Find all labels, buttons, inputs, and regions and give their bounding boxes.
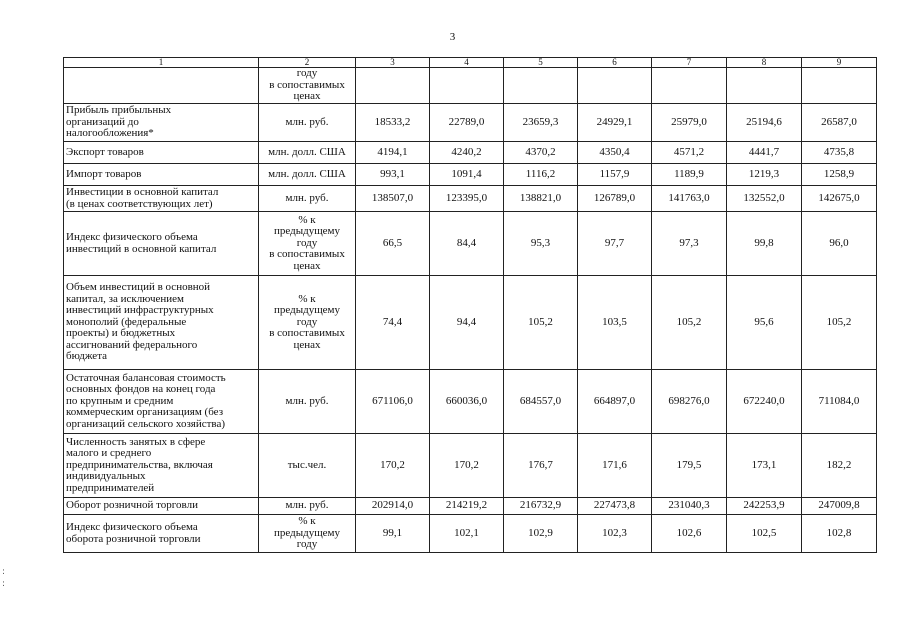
value-cell: 227473,8: [578, 498, 652, 515]
indicator-label: Численность занятых в сфере малого и среднего предпринимательства, включая индивидуальных предпринимателей: [64, 434, 259, 498]
value-cell: 141763,0: [652, 186, 727, 212]
column-number-cell: 6: [578, 58, 652, 68]
table-row: [64, 68, 877, 104]
value-cell: 102,5: [727, 515, 802, 553]
value-cell: [504, 68, 578, 104]
value-cell: 102,3: [578, 515, 652, 553]
value-cell: 105,2: [652, 276, 727, 370]
unit-cell: млн. долл. США: [259, 142, 356, 164]
unit-cell: % к предыдущему году в сопоставимых ценах: [259, 276, 356, 370]
table-row: [64, 370, 877, 434]
value-cell: [652, 68, 727, 104]
value-cell: 993,1: [356, 164, 430, 186]
value-cell: 1219,3: [727, 164, 802, 186]
value-cell: 672240,0: [727, 370, 802, 434]
value-cell: 4240,2: [430, 142, 504, 164]
value-cell: [356, 68, 430, 104]
value-cell: 95,6: [727, 276, 802, 370]
value-cell: 664897,0: [578, 370, 652, 434]
value-cell: 97,7: [578, 212, 652, 276]
value-cell: 171,6: [578, 434, 652, 498]
column-number-cell: 1: [64, 58, 259, 68]
unit-cell: % к предыдущему году: [259, 515, 356, 553]
unit-cell: млн. руб.: [259, 104, 356, 142]
table-row: [64, 276, 877, 370]
value-cell: 176,7: [504, 434, 578, 498]
column-number-cell: 2: [259, 58, 356, 68]
page-number: 3: [449, 31, 456, 43]
value-cell: 94,4: [430, 276, 504, 370]
value-cell: 1189,9: [652, 164, 727, 186]
indicator-label: Объем инвестиций в основной капитал, за исключением инвестиций инфраструктурных монополий (федеральные проекты) и бюджетных ассигнований федерального бюджета: [64, 276, 259, 370]
value-cell: 660036,0: [430, 370, 504, 434]
indicator-label: [64, 68, 259, 104]
column-number-cell: 3: [356, 58, 430, 68]
unit-cell: тыс.чел.: [259, 434, 356, 498]
value-cell: 22789,0: [430, 104, 504, 142]
value-cell: [578, 68, 652, 104]
value-cell: 4194,1: [356, 142, 430, 164]
value-cell: 84,4: [430, 212, 504, 276]
column-number-cell: 5: [504, 58, 578, 68]
indicator-label: Импорт товаров: [64, 164, 259, 186]
value-cell: 142675,0: [802, 186, 877, 212]
value-cell: 66,5: [356, 212, 430, 276]
table-row: [64, 186, 877, 212]
statistics-table: [63, 57, 877, 553]
value-cell: 96,0: [802, 212, 877, 276]
value-cell: 103,5: [578, 276, 652, 370]
value-cell: 170,2: [430, 434, 504, 498]
column-number-row: [64, 58, 877, 68]
value-cell: 105,2: [504, 276, 578, 370]
value-cell: 179,5: [652, 434, 727, 498]
table-row: [64, 434, 877, 498]
value-cell: 99,1: [356, 515, 430, 553]
value-cell: 202914,0: [356, 498, 430, 515]
scan-edge-mark: :: [2, 567, 6, 577]
value-cell: [727, 68, 802, 104]
value-cell: 4571,2: [652, 142, 727, 164]
unit-cell: млн. руб.: [259, 498, 356, 515]
unit-cell: млн. долл. США: [259, 164, 356, 186]
value-cell: 132552,0: [727, 186, 802, 212]
table-row: [64, 142, 877, 164]
value-cell: 25194,6: [727, 104, 802, 142]
value-cell: 102,6: [652, 515, 727, 553]
indicator-label: Индекс физического объема инвестиций в основной капитал: [64, 212, 259, 276]
value-cell: 170,2: [356, 434, 430, 498]
value-cell: 25979,0: [652, 104, 727, 142]
column-number-cell: 7: [652, 58, 727, 68]
value-cell: 1091,4: [430, 164, 504, 186]
value-cell: 671106,0: [356, 370, 430, 434]
unit-cell: году в сопоставимых ценах: [259, 68, 356, 104]
value-cell: 711084,0: [802, 370, 877, 434]
value-cell: 4350,4: [578, 142, 652, 164]
value-cell: 95,3: [504, 212, 578, 276]
indicator-label: Экспорт товаров: [64, 142, 259, 164]
value-cell: 24929,1: [578, 104, 652, 142]
value-cell: 4735,8: [802, 142, 877, 164]
value-cell: 102,8: [802, 515, 877, 553]
value-cell: 231040,3: [652, 498, 727, 515]
value-cell: 138821,0: [504, 186, 578, 212]
value-cell: 74,4: [356, 276, 430, 370]
value-cell: 216732,9: [504, 498, 578, 515]
value-cell: 23659,3: [504, 104, 578, 142]
value-cell: 102,1: [430, 515, 504, 553]
value-cell: [802, 68, 877, 104]
unit-cell: млн. руб.: [259, 370, 356, 434]
column-number-cell: 9: [802, 58, 877, 68]
value-cell: 126789,0: [578, 186, 652, 212]
column-number-cell: 4: [430, 58, 504, 68]
value-cell: 1258,9: [802, 164, 877, 186]
value-cell: 4441,7: [727, 142, 802, 164]
value-cell: [430, 68, 504, 104]
value-cell: 214219,2: [430, 498, 504, 515]
value-cell: 173,1: [727, 434, 802, 498]
value-cell: 99,8: [727, 212, 802, 276]
table-row: [64, 164, 877, 186]
table-row: [64, 212, 877, 276]
value-cell: 105,2: [802, 276, 877, 370]
value-cell: 97,3: [652, 212, 727, 276]
column-number-cell: 8: [727, 58, 802, 68]
value-cell: 18533,2: [356, 104, 430, 142]
value-cell: 1157,9: [578, 164, 652, 186]
indicator-label: Инвестиции в основной капитал (в ценах соответствующих лет): [64, 186, 259, 212]
indicator-label: Остаточная балансовая стоимость основных фондов на конец года по крупным и средним коммерческим организациям (без организаций сельского хозяйства): [64, 370, 259, 434]
value-cell: 123395,0: [430, 186, 504, 212]
indicator-label: Прибыль прибыльных организаций до налогообложения*: [64, 104, 259, 142]
value-cell: 4370,2: [504, 142, 578, 164]
table-row: [64, 498, 877, 515]
value-cell: 242253,9: [727, 498, 802, 515]
value-cell: 1116,2: [504, 164, 578, 186]
unit-cell: % к предыдущему году в сопоставимых ценах: [259, 212, 356, 276]
value-cell: 684557,0: [504, 370, 578, 434]
value-cell: 247009,8: [802, 498, 877, 515]
indicator-label: Индекс физического объема оборота розничной торговли: [64, 515, 259, 553]
indicator-label: Оборот розничной торговли: [64, 498, 259, 515]
value-cell: 102,9: [504, 515, 578, 553]
table-row: [64, 515, 877, 553]
value-cell: 26587,0: [802, 104, 877, 142]
table-body: [64, 58, 877, 553]
unit-cell: млн. руб.: [259, 186, 356, 212]
table-row: [64, 104, 877, 142]
scan-edge-mark: :: [2, 579, 6, 589]
value-cell: 698276,0: [652, 370, 727, 434]
value-cell: 138507,0: [356, 186, 430, 212]
value-cell: 182,2: [802, 434, 877, 498]
